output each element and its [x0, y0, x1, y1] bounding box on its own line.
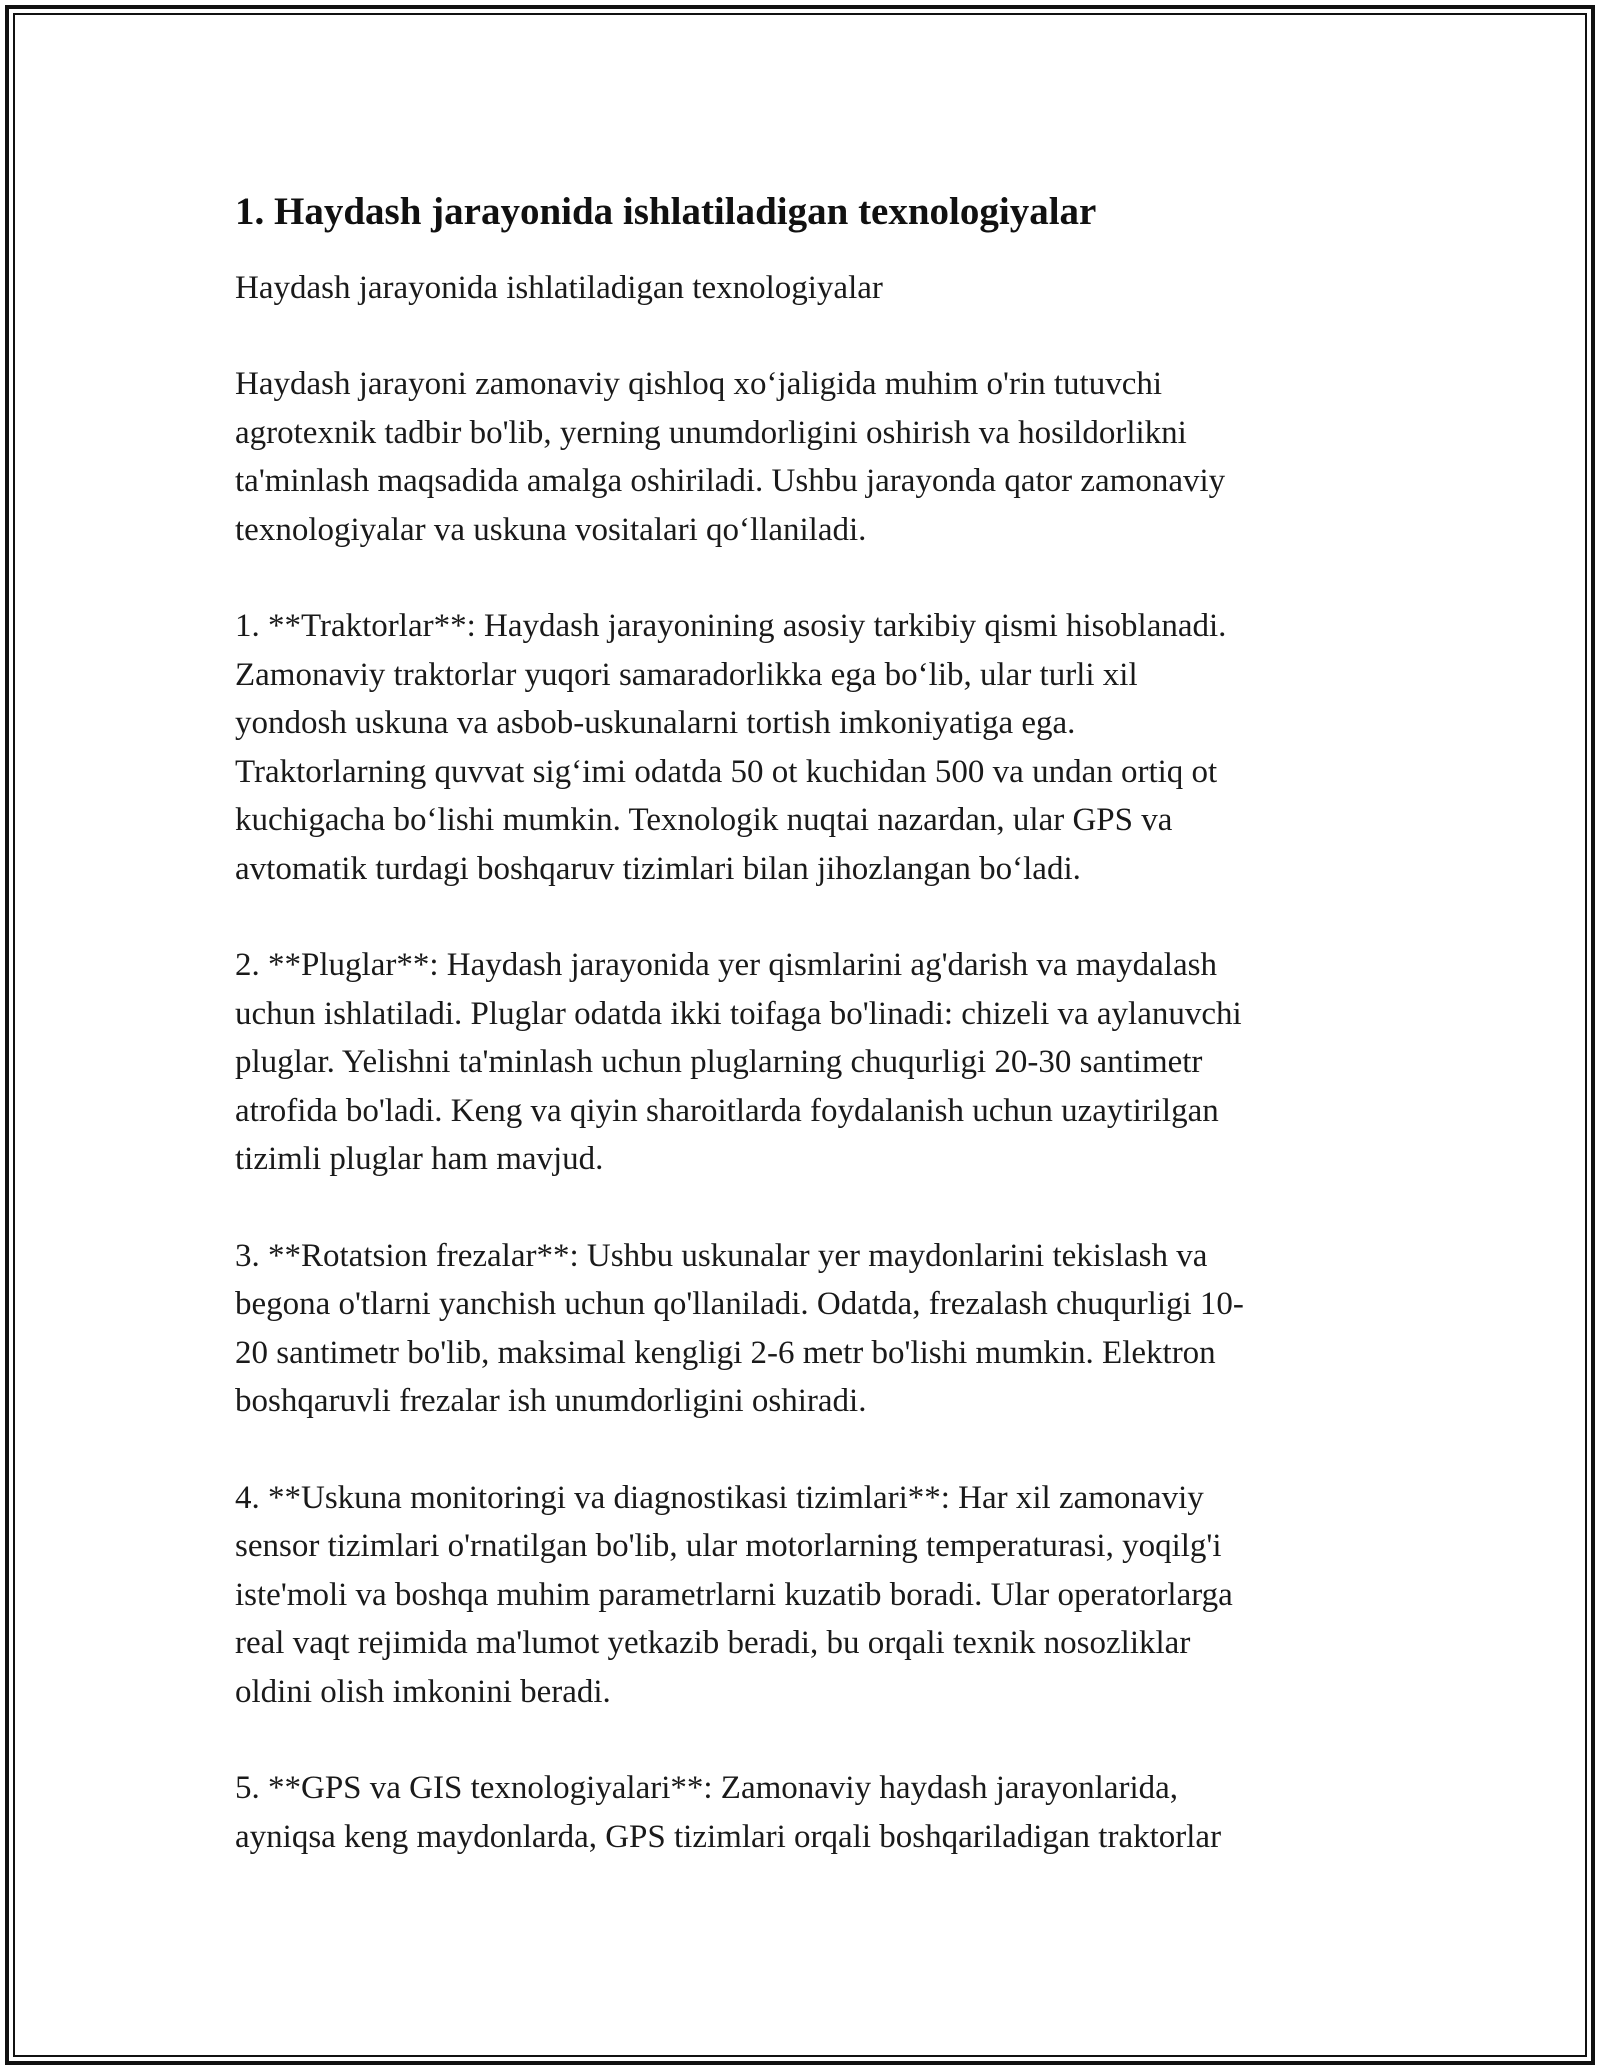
- paragraph-rotatsion-frezalar: 3. **Rotatsion frezalar**: Ushbu uskunalar yer maydonlarini tekislash va begona o'tlarni yanchish uchun qo'llaniladi. Odatda, frezalash chuqurligi 10- 20 santimetr bo'lib, maksimal kengligi 2-6 metr bo'lishi mumkin. Elektron boshqaruvli frezalar ish unumdorligini oshiradi.: [235, 1237, 1244, 1419]
- document-body: [235, 186, 1375, 1861]
- paragraph-intro: Haydash jarayoni zamonaviy qishloq xo‘jaligida muhim o'rin tutuvchi agrotexnik tadbir bo'lib, yerning unumdorligini oshirish va hosildorlikni ta'minlash maqsadida amalga oshiriladi. Ushbu jarayonda qator zamonaviy texnologiyalar va uskuna vositalari qo‘llaniladi.: [235, 366, 1226, 548]
- document-subtitle: Haydash jarayonida ishlatiladigan texnologiyalar: [235, 270, 883, 306]
- paragraph-pluglar: 2. **Pluglar**: Haydash jarayonida yer qismlarini ag'darish va maydalash uchun ishlatiladi. Pluglar odatda ikki toifaga bo'linadi: chizeli va aylanuvchi pluglar. Yelishni ta'minlash uchun pluglarning chuqurligi 20-30 santimetr atrofida bo'ladi. Keng va qiyin sharoitlarda foydalanish uchun uzaytirilgan tizimli pluglar ham mavjud.: [235, 947, 1242, 1177]
- paragraph-monitoring: 4. **Uskuna monitoringi va diagnostikasi tizimlari**: Har xil zamonaviy sensor tizimlari o'rnatilgan bo'lib, ular motorlarning temperaturasi, yoqilg'i iste'moli va boshqa muhim parametrlarni kuzatib boradi. Ular operatorlarga real vaqt rejimida ma'lumot yetkazib beradi, bu orqali texnik nosozliklar oldini olish imkonini beradi.: [235, 1479, 1233, 1710]
- paragraph-traktorlar: 1. **Traktorlar**: Haydash jarayonining asosiy tarkibiy qismi hisoblanadi. Zamonaviy traktorlar yuqori samaradorlikka ega bo‘lib, ular turli xil yondosh uskuna va asbob-uskunalarni tortish imkoniyatiga ega. Traktorlarning quvvat sig‘imi odatda 50 ot kuchidan 500 va undan ortiq ot kuchigacha bo‘lishi mumkin. Texnologik nuqtai nazardan, ular GPS va avtomatik turdagi boshqaruv tizimlari bilan jihozlangan bo‘ladi.: [235, 608, 1227, 887]
- document-title: 1. Haydash jarayonida ishlatiladigan texnologiyalar: [235, 190, 1097, 233]
- paragraph-gps-gis: 5. **GPS va GIS texnologiyalari**: Zamonaviy haydash jarayonlarida, ayniqsa keng maydonlarda, GPS tizimlari orqali boshqariladigan traktorlar: [235, 1770, 1222, 1855]
